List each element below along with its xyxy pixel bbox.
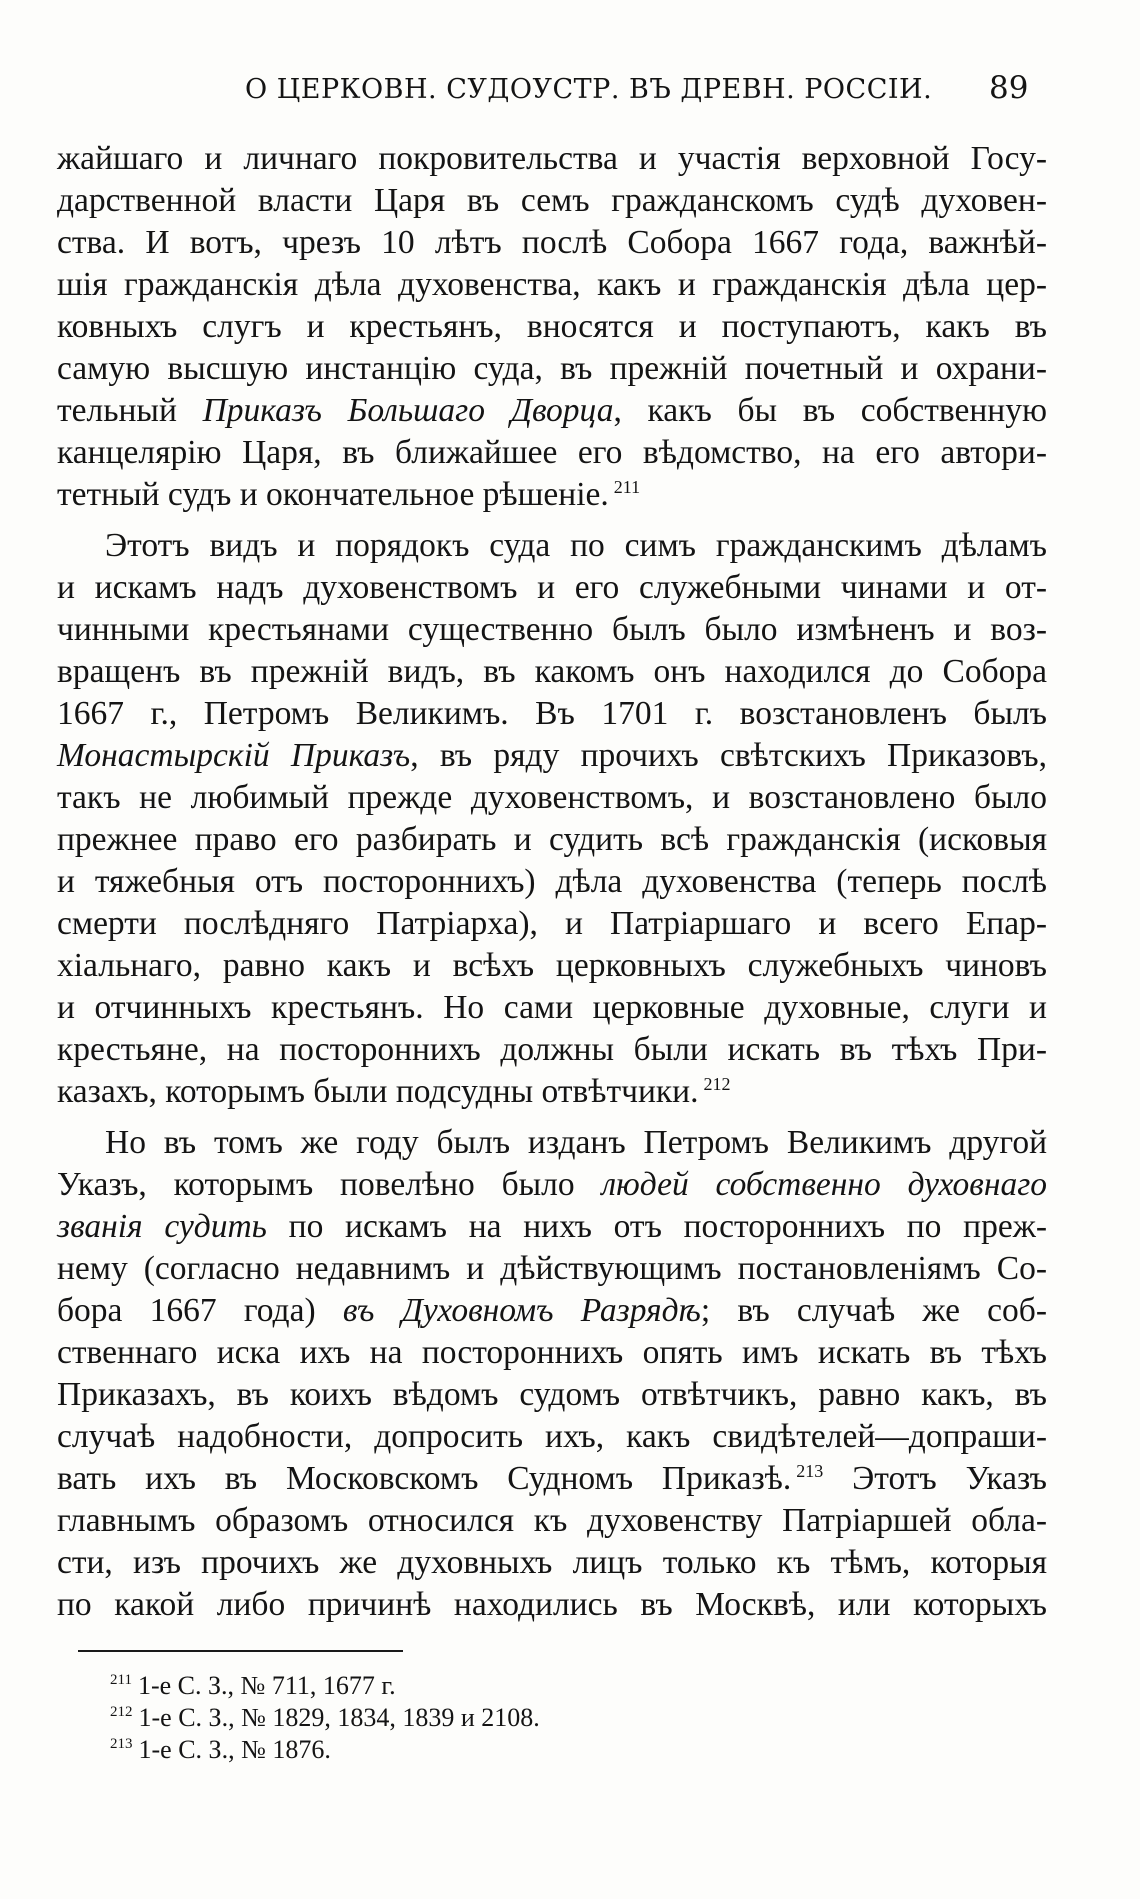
text-line: по какой либо причинѣ находились въ Москвѣ, или которыхъ <box>57 1586 1047 1623</box>
text-line: шія гражданскія дѣла духовенства, какъ и гражданскія дѣла цер- <box>57 266 1047 303</box>
text-line: жайшаго и личнаго покровительства и участія верховной Госу- <box>57 140 1047 177</box>
text-line: ства. И вотъ, чрезъ 10 лѣтъ послѣ Собора 1667 года, важнѣй- <box>57 224 1047 261</box>
text-line: ковныхъ слугъ и крестьянъ, вносятся и поступаютъ, какъ въ <box>57 308 1047 345</box>
text-span: ; въ случаѣ же соб- <box>700 1292 1047 1329</box>
text-span: казахъ, которымъ были подсудны отвѣтчики. <box>57 1073 699 1110</box>
text-line: прежнее право его разбирать и судить всѣ гражданскія (исковыя <box>57 821 1047 858</box>
text-line <box>57 390 1047 432</box>
footnote-text: 1-е С. З., № 1829, 1834, 1839 и 2108. <box>138 1703 540 1732</box>
text-line: ственнаго иска ихъ на постороннихъ опять имъ искать въ тѣхъ <box>57 1334 1047 1371</box>
text-line: Этотъ видъ и порядокъ суда по симъ гражданскимъ дѣламъ <box>105 527 1047 564</box>
text-line <box>57 1164 1047 1206</box>
footnote <box>110 1671 396 1701</box>
text-span: вать ихъ въ Московскомъ Судномъ Приказѣ. <box>57 1460 792 1497</box>
text-line <box>57 1206 1047 1248</box>
italic-title: Монастырскій Приказъ <box>57 737 411 774</box>
text-line: случаѣ надобности, допросить ихъ, какъ свидѣтелей—допраши- <box>57 1418 1047 1455</box>
text-span: Этотъ Указъ <box>852 1460 1048 1497</box>
italic-title: Приказъ Большаго Дворца <box>202 392 614 429</box>
text-line: и тяжебныя отъ постороннихъ) дѣла духовенства (теперь послѣ <box>57 863 1047 900</box>
footnote-mark: 213 <box>110 1736 133 1752</box>
italic-phrase: въ Духовномъ Разрядѣ <box>342 1292 701 1329</box>
text-line: вращенъ въ прежній видъ, въ какомъ онъ находился до Собора <box>57 653 1047 690</box>
italic-phrase: людей собственно духовнаго <box>601 1166 1048 1203</box>
text-line: смерти послѣдняго Патріарха), и Патріаршаго и всего Епар- <box>57 905 1047 942</box>
text-line: Приказахъ, въ коихъ вѣдомъ судомъ отвѣтчикъ, равно какъ, въ <box>57 1376 1047 1413</box>
text-line <box>57 1290 1047 1332</box>
italic-phrase: званія судить <box>57 1208 267 1245</box>
text-span: Указъ, которымъ повелѣно было <box>57 1166 575 1203</box>
text-span: по искамъ на нихъ отъ постороннихъ по преж- <box>288 1208 1047 1245</box>
text-line: Но въ томъ же году былъ изданъ Петромъ Великимъ другой <box>105 1124 1047 1161</box>
text-line: и искамъ надъ духовенствомъ и его служебными чинами и от- <box>57 569 1047 606</box>
footnote <box>110 1735 331 1765</box>
footnote-rule <box>78 1650 403 1652</box>
text-line: и отчинныхъ крестьянъ. Но сами церковные духовные, слуги и <box>57 989 1047 1026</box>
footnote-mark: 211 <box>110 1672 132 1688</box>
footnote-mark: 212 <box>110 1704 133 1720</box>
page-number: 89 <box>989 70 1029 106</box>
footnote-ref: 212 <box>703 1074 731 1094</box>
text-line <box>57 1071 730 1113</box>
footnote-text: 1-е С. З., № 711, 1677 г. <box>137 1671 396 1700</box>
footnote <box>110 1703 540 1733</box>
text-line: чинными крестьянами существенно былъ было измѣненъ и воз- <box>57 611 1047 648</box>
text-line: сти, изъ прочихъ же духовныхъ лицъ только къ тѣмъ, которыя <box>57 1544 1047 1581</box>
text-span: тельный <box>57 392 177 429</box>
text-span: бора 1667 года) <box>57 1292 316 1329</box>
footnote-ref: 213 <box>796 1461 824 1481</box>
text-line: нему (согласно недавнимъ и дѣйствующимъ постановленіямъ Со- <box>57 1250 1047 1287</box>
text-line <box>57 474 640 516</box>
text-line: дарственной власти Царя въ семъ гражданскомъ судѣ духовен- <box>57 182 1047 219</box>
text-line: такъ не любимый прежде духовенствомъ, и возстановлено было <box>57 779 1047 816</box>
footnote-ref: 211 <box>613 477 641 497</box>
text-line: канцелярію Царя, въ ближайшее его вѣдомство, на его автори- <box>57 434 1047 471</box>
text-span: , въ ряду прочихъ свѣтскихъ Приказовъ, <box>410 737 1047 774</box>
running-title: О ЦЕРКОВН. СУДОУСТР. ВЪ ДРЕВН. РОССІИ. <box>245 74 933 105</box>
text-line: главнымъ образомъ относился къ духовенству Патріаршей обла- <box>57 1502 1047 1539</box>
text-line: самую высшую инстанцію суда, въ прежній почетный и охрани- <box>57 350 1047 387</box>
text-span: тетный судъ и окончательное рѣшеніе. <box>57 476 609 513</box>
text-line: 1667 г., Петромъ Великимъ. Въ 1701 г. возстановленъ былъ <box>57 695 1047 732</box>
text-line <box>57 1458 1047 1500</box>
text-line: крестьяне, на постороннихъ должны были искать въ тѣхъ При- <box>57 1031 1047 1068</box>
text-line: хіальнаго, равно какъ и всѣхъ церковныхъ служебныхъ чиновъ <box>57 947 1047 984</box>
text-span: , какъ бы въ собственную <box>613 392 1048 429</box>
text-line <box>57 735 1047 777</box>
footnote-text: 1-е С. З., № 1876. <box>138 1735 331 1764</box>
